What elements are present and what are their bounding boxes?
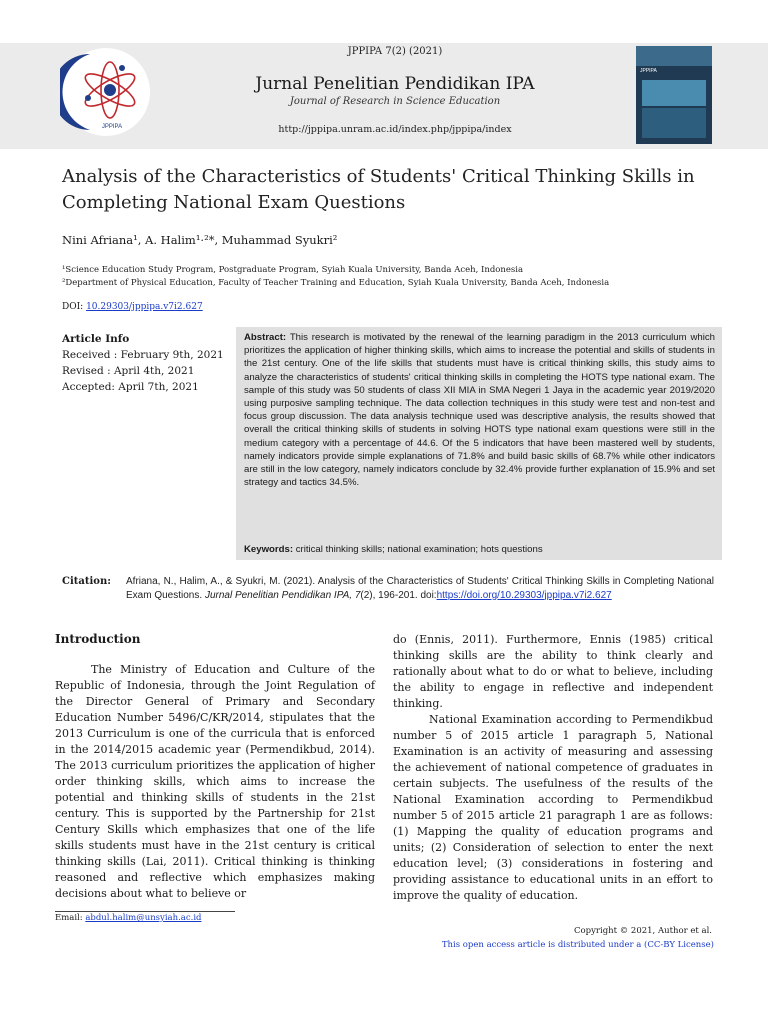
citation-doi-link[interactable]: https://doi.org/10.29303/jppipa.v7i2.627 (436, 589, 612, 601)
received-date: Received : February 9th, 2021 (62, 349, 224, 361)
jppipa-logo-icon (60, 46, 152, 138)
doi-label: DOI: (62, 302, 84, 312)
keywords (244, 544, 715, 555)
journal-issue: JPPIPA 7(2) (2021) (347, 46, 443, 57)
doi-link[interactable]: 10.29303/jppipa.v7i2.627 (86, 302, 203, 312)
citation-text: Afriana, N., Halim, A., & Syukri, M. (2021). Analysis of the Characteristics of Students' Critical Thinking Skills in Completing National Exam Questions. (126, 576, 714, 601)
article-info-heading: Article Info (62, 333, 130, 345)
left-column (55, 662, 375, 902)
right-column (393, 632, 713, 904)
citation-pages: (2), 196-201. doi: (360, 589, 437, 601)
keywords-text: critical thinking skills; national examination; hots questions (295, 544, 543, 555)
journal-title: Jurnal Penelitian Pendidikan IPA (255, 74, 535, 94)
doi-line (62, 302, 203, 312)
citation-label: Citation: (62, 576, 111, 587)
journal-url[interactable]: http://jppipa.unram.ac.id/index.php/jppipa/index (278, 124, 512, 135)
article-authors: Nini Afriana¹, A. Halim¹·²*, Muhammad Syukri² (62, 233, 338, 247)
footnote-divider (55, 911, 235, 912)
cover-band (636, 46, 712, 66)
affiliation-1: ¹Science Education Study Program, Postgraduate Program, Syiah Kuala University, Banda Aceh, Indonesia (62, 265, 524, 275)
logo-text: JPPIPA (101, 124, 123, 130)
email-label: Email: (55, 913, 83, 923)
revised-date: Revised : April 4th, 2021 (62, 365, 195, 377)
journal-cover-thumbnail (636, 46, 712, 144)
journal-subtitle: Journal of Research in Science Education (289, 96, 501, 107)
license-notice[interactable]: This open access article is distributed under a (CC-BY License) (441, 940, 714, 950)
cover-title: JPPIPA (640, 68, 657, 74)
abstract (244, 331, 715, 489)
accepted-date: Accepted: April 7th, 2021 (62, 381, 199, 393)
article-info (62, 331, 232, 395)
affiliation-2: ²Department of Physical Education, Faculty of Teacher Training and Education, Syiah Kuala University, Banda Aceh, Indonesia (62, 278, 610, 288)
body-paragraph: The Ministry of Education and Culture of the Republic of Indonesia, through the Joint Regulation of the Director General of Primary and Secondary Education Number 5496/C/KR/2014, stipulates that the 2013 Curriculum is one of the curricula that is enforced in the 2014/2015 academic year (Permendikbud, 2014). The 2013 curriculum prioritizes the application of higher order thinking skills, which aims to increase the potential and thinking skills of students in the 21st century. This is supported by the Partnership for 21st Century Skills which emphasizes that one of the life skills students must have in the 21st century is critical thinking skills (Lai, 2011). Critical thinking is thinking reasoned and reflective which emphasizes making decisions about what to believe or (55, 663, 375, 900)
abstract-text: This research is motivated by the renewal of the learning paradigm in the 2013 curriculum which prioritizes the application of higher thinking skills, which aims to increase the potential and skills of students in the 21st century. One of the life skills that students must have is critical thinking skills, this study aims to analyze the characteristics of students' critical thinking skills in completing the HOTS type national exam. The sample of this study was 50 students of class XII MIA in SMA Negeri 1 Jaya in the academic year 2019/2020 using purposive sampling technique. The data collection techniques in this study were test and non-test and focus group discussion. The data analysis technique used was descriptive analysis, the results showed that overall the critical thinking skills of students in solving HOTS type national exam questions were still in the medium category with a percentage of 44.6. Of the 5 indicators that have been mastered well by students, namely indicators provide simple explanations of 71.8% and build basic skills of 68.7% while other indicators are still in the low category, namely indicators conclude by 32.4% provide further explanation of 15.9% and set strategy and tactics 34.5%. (244, 332, 715, 489)
article-title: Analysis of the Characteristics of Students' Critical Thinking Skills in Completing National Exam Questions (62, 166, 695, 213)
copyright-notice: Copyright © 2021, Author et al. (574, 926, 712, 936)
introduction-heading: Introduction (55, 632, 141, 646)
body-paragraph: do (Ennis, 2011). Furthermore, Ennis (1985) critical thinking skills are the ability to think clearly and rationally about what to do or what to believe, including the ability to engage in reflective and independent thinking. (393, 633, 713, 710)
abstract-label: Abstract: (244, 332, 287, 343)
cover-image-bottom (642, 108, 706, 138)
keywords-label: Keywords: (244, 544, 294, 555)
email-link[interactable]: abdul.halim@unsyiah.ac.id (85, 913, 202, 923)
body-paragraph: National Examination according to Permendikbud number 5 of 2015 article 1 paragraph 5, National Examination is an activity of measuring and assessing the achievement of national competence of graduates in certain subjects. The usefulness of the results of the National Examination according to Permendikbud number 5 of 2015 article 21 paragraph 1 are as follows: (1) Mapping the quality of education programs and units; (2) Consideration of selection to enter the next education level; (3) considerations in fostering and providing assistance to educational units in an effort to improve the quality of education. (393, 713, 713, 902)
corresponding-email (55, 913, 202, 923)
citation-journal: Jurnal Penelitian Pendidikan IPA, 7 (204, 589, 361, 601)
cover-image-top (642, 80, 706, 106)
citation (126, 575, 714, 602)
